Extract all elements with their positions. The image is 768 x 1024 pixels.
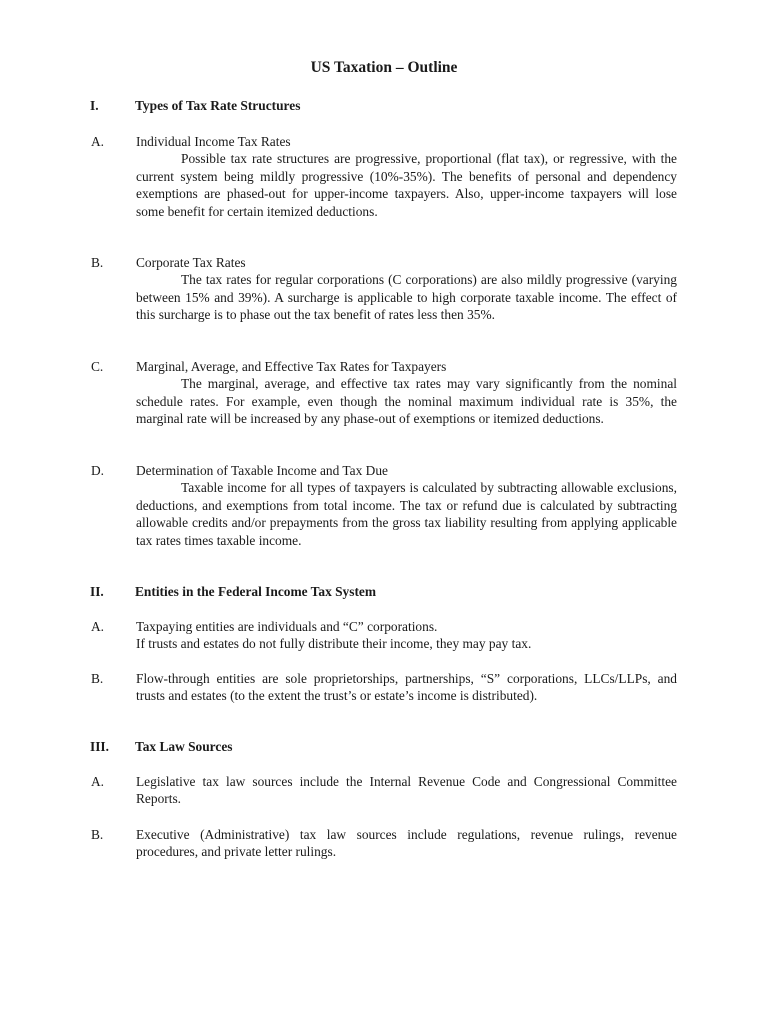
subsection-1d [91, 462, 677, 549]
subsection-letter: D. [91, 463, 105, 478]
section-title: Entities in the Federal Income Tax System [135, 584, 377, 599]
subsection-body: Flow-through entities are sole proprietorships, partnerships, “S” corporations, LLCs/LLPs, and trusts and estates (to the extent the trust’s or estate’s income is distributed). [136, 671, 677, 704]
subsection-body: Legislative tax law sources include the Internal Revenue Code and Congressional Committee Reports. [136, 774, 677, 807]
subsection-heading: Individual Income Tax Rates [136, 134, 291, 149]
section-number: II. [90, 584, 104, 599]
subsection-letter: A. [91, 134, 105, 149]
subsection-heading: Corporate Tax Rates [136, 255, 246, 270]
section-1-heading [90, 97, 690, 115]
subsection-heading: Determination of Taxable Income and Tax Due [136, 463, 388, 478]
subsection-3a [91, 773, 677, 808]
section-title: Tax Law Sources [135, 739, 233, 754]
subsection-letter: B. [91, 671, 104, 686]
section-3-heading [90, 738, 690, 756]
subsection-letter: A. [91, 774, 105, 789]
subsection-body: Possible tax rate structures are progressive, proportional (flat tax), or regressive, with the current system being mildly progressive (10%-35%). The benefits of personal and dependency exemptions are phased-out for upper-income taxpayers. Also, upper-income taxpayers will lose some benefit for certain itemized deductions. [136, 151, 677, 219]
subsection-body: The tax rates for regular corporations (C corporations) are also mildly progressive (varying between 15% and 39%). A surcharge is applicable to high corporate taxable income. The effect of this surcharge is to phase out the tax benefit of rates less then 35%. [136, 272, 677, 323]
subsection-line: If trusts and estates do not fully distribute their income, they may pay tax. [136, 636, 532, 652]
subsection-body: The marginal, average, and effective tax rates may vary significantly from the nominal schedule rates. For example, even though the nominal maximum individual rate is 35%, the marginal rate will be increased by any phase-out of exemptions or itemized deductions. [136, 376, 677, 427]
section-number: I. [90, 98, 99, 113]
section-number: III. [90, 739, 109, 754]
subsection-1c [91, 358, 677, 428]
subsection-line: Taxpaying entities are individuals and “C” corporations. [136, 619, 438, 634]
section-title: Types of Tax Rate Structures [135, 98, 301, 113]
subsection-body: Executive (Administrative) tax law sources include regulations, revenue rulings, revenue procedures, and private letter rulings. [136, 827, 677, 860]
subsection-letter: A. [91, 619, 105, 634]
subsection-3b [91, 826, 677, 861]
subsection-letter: B. [91, 255, 104, 270]
subsection-1b [91, 254, 677, 324]
subsection-heading: Marginal, Average, and Effective Tax Rates for Taxpayers [136, 359, 447, 374]
page-title: US Taxation – Outline [310, 59, 458, 76]
subsection-2b [91, 670, 677, 705]
subsection-letter: B. [91, 827, 104, 842]
subsection-2a [91, 618, 677, 653]
subsection-letter: C. [91, 359, 104, 374]
subsection-1a [91, 133, 677, 220]
section-2-heading [90, 583, 690, 601]
subsection-body: Taxable income for all types of taxpayers is calculated by subtracting allowable exclusions, deductions, and exemptions from total income. The tax or refund due is calculated by subtracting allowable credits and/or prepayments from the gross tax liability resulting from applying applicable tax rates times taxable income. [136, 480, 677, 548]
